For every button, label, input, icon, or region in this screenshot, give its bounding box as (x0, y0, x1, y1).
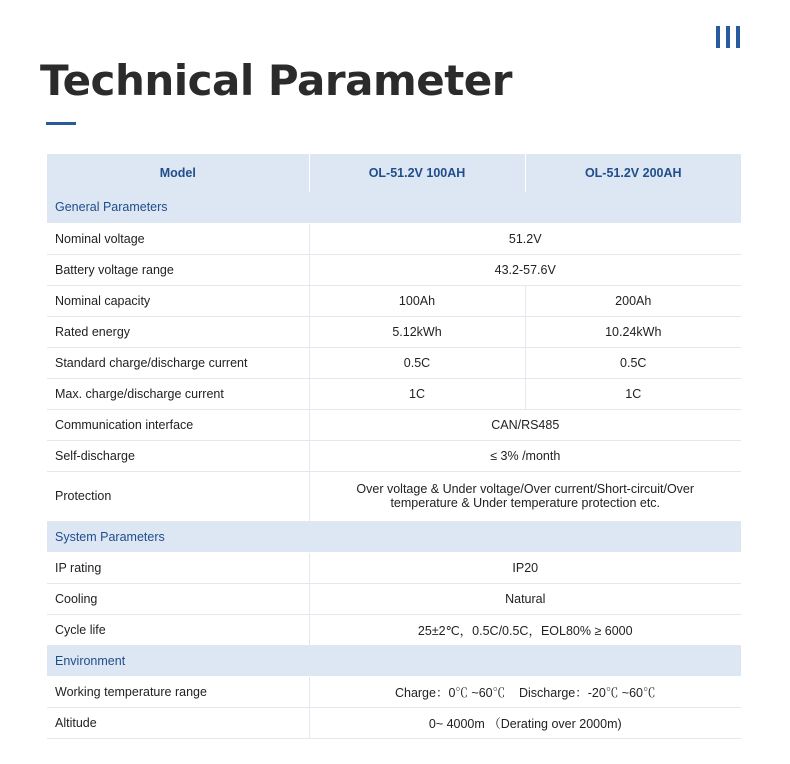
header-model: Model (47, 154, 309, 192)
table-row (47, 440, 741, 471)
section-label: System Parameters (47, 521, 741, 552)
section-row-general (47, 192, 741, 223)
row-label: Cooling (47, 583, 309, 614)
row-label: IP rating (47, 552, 309, 583)
row-value-b: 1C (525, 378, 741, 409)
row-value: Natural (309, 583, 741, 614)
row-label: Max. charge/discharge current (47, 378, 309, 409)
menu-bar (716, 26, 720, 48)
table-row (47, 614, 741, 645)
row-value: 51.2V (309, 223, 741, 254)
table-row (47, 378, 741, 409)
table-row (47, 316, 741, 347)
table-row (47, 254, 741, 285)
title-underline (46, 122, 76, 125)
row-value-a: 5.12kWh (309, 316, 525, 347)
row-value: CAN/RS485 (309, 409, 741, 440)
row-label: Self-discharge (47, 440, 309, 471)
menu-bar (736, 26, 740, 48)
row-value: IP20 (309, 552, 741, 583)
section-label: General Parameters (47, 192, 741, 223)
row-label: Communication interface (47, 409, 309, 440)
header-model-b: OL-51.2V 200AH (525, 154, 741, 192)
section-row-system (47, 521, 741, 552)
row-label: Working temperature range (47, 676, 309, 707)
row-value: 25±2℃，0.5C/0.5C，EOL80% ≥ 6000 (309, 614, 741, 645)
row-value: 0~ 4000m （Derating over 2000m) (309, 707, 741, 738)
row-label: Nominal voltage (47, 223, 309, 254)
row-value: ≤ 3% /month (309, 440, 741, 471)
table-row (47, 409, 741, 440)
row-label: Battery voltage range (47, 254, 309, 285)
row-label: Cycle life (47, 614, 309, 645)
table-header-row (47, 154, 741, 192)
row-label: Altitude (47, 707, 309, 738)
row-label: Protection (47, 471, 309, 521)
row-value: Charge：0℃ ~60℃ Discharge：-20℃ ~60℃ (309, 676, 741, 707)
table-row (47, 707, 741, 738)
row-value: Over voltage & Under voltage/Over current/Short-circuit/Over temperature & Under temperature protection etc. (309, 471, 741, 521)
table-row (47, 223, 741, 254)
row-value-a: 1C (309, 378, 525, 409)
row-value-b: 10.24kWh (525, 316, 741, 347)
row-label: Rated energy (47, 316, 309, 347)
table-row (47, 471, 741, 521)
row-value-b: 200Ah (525, 285, 741, 316)
row-value-a: 0.5C (309, 347, 525, 378)
row-value-a: 100Ah (309, 285, 525, 316)
spec-table (47, 154, 741, 739)
table-row (47, 347, 741, 378)
table-row (47, 583, 741, 614)
row-value: 43.2-57.6V (309, 254, 741, 285)
page-title: Technical Parameter (40, 56, 512, 105)
section-row-environment (47, 645, 741, 676)
header-model-a: OL-51.2V 100AH (309, 154, 525, 192)
table-row (47, 552, 741, 583)
menu-bar (726, 26, 730, 48)
section-label: Environment (47, 645, 741, 676)
table-row (47, 676, 741, 707)
row-label: Standard charge/discharge current (47, 347, 309, 378)
row-label: Nominal capacity (47, 285, 309, 316)
menu-bars-icon[interactable] (716, 26, 740, 48)
row-value-b: 0.5C (525, 347, 741, 378)
table-row (47, 285, 741, 316)
